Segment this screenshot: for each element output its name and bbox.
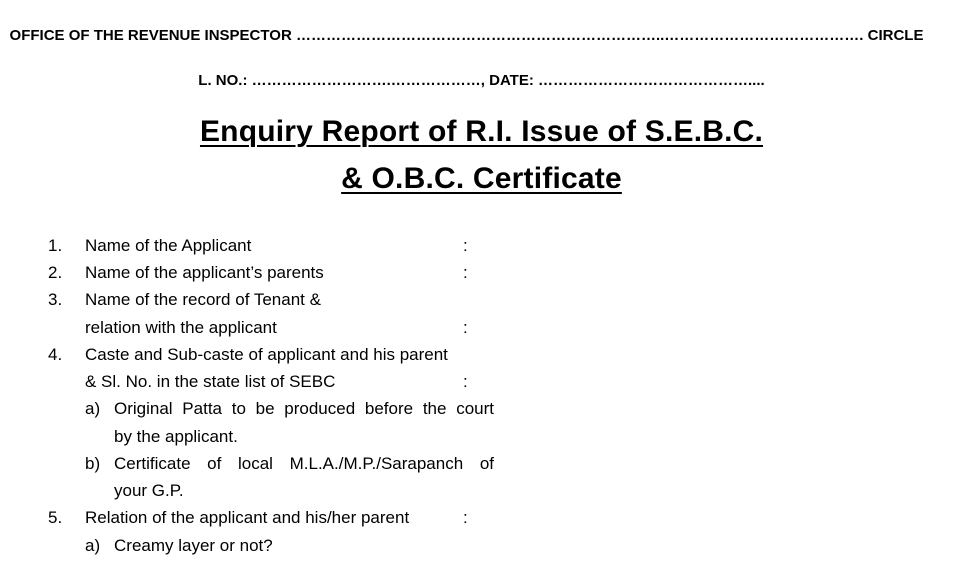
sub-item-text-cont: by the applicant. (114, 427, 238, 446)
report-title-line-2: & O.B.C. Certificate (341, 162, 622, 195)
sub-item-text: Certificate of local M.L.A./M.P./Sarapanch of (114, 454, 494, 473)
item-label-cont: & Sl. No. in the state list of SEBC (85, 372, 336, 391)
sub-item-text: Creamy layer or not? (114, 536, 273, 555)
letter-number-date-line: L. NO.: ……………………….………………, DATE: …………………………………….... (198, 72, 765, 89)
item-colon: : (463, 508, 468, 527)
item-label: Name of the applicant’s parents (85, 263, 324, 282)
item-number: 2. (48, 263, 63, 282)
item-colon: : (463, 372, 468, 391)
item-colon: : (463, 236, 468, 255)
item-number: 5. (48, 508, 63, 527)
sub-item-text: Original Patta to be produced before the court (114, 399, 494, 418)
item-label: Name of the record of Tenant & (85, 290, 321, 309)
item-number: 3. (48, 290, 63, 309)
item-number: 1. (48, 236, 63, 255)
report-title-line-1: Enquiry Report of R.I. Issue of S.E.B.C. (199, 115, 764, 148)
item-label: Caste and Sub-caste of applicant and his parent (85, 345, 448, 364)
sub-item-label: a) (85, 536, 101, 555)
item-label-cont: relation with the applicant (85, 318, 277, 337)
item-colon: : (463, 263, 468, 282)
item-label: Name of the Applicant (85, 236, 252, 255)
office-header: OFFICE OF THE REVENUE INSPECTOR ………………………………………………………………..…………………………………. CIRCLE (9, 27, 924, 44)
item-colon: : (463, 318, 468, 337)
item-label: Relation of the applicant and his/her parent (85, 508, 410, 527)
sub-item-text-cont: your G.P. (114, 481, 184, 500)
item-number: 4. (48, 345, 63, 364)
sub-item-label: b) (85, 454, 101, 473)
sub-item-label: a) (85, 399, 101, 418)
